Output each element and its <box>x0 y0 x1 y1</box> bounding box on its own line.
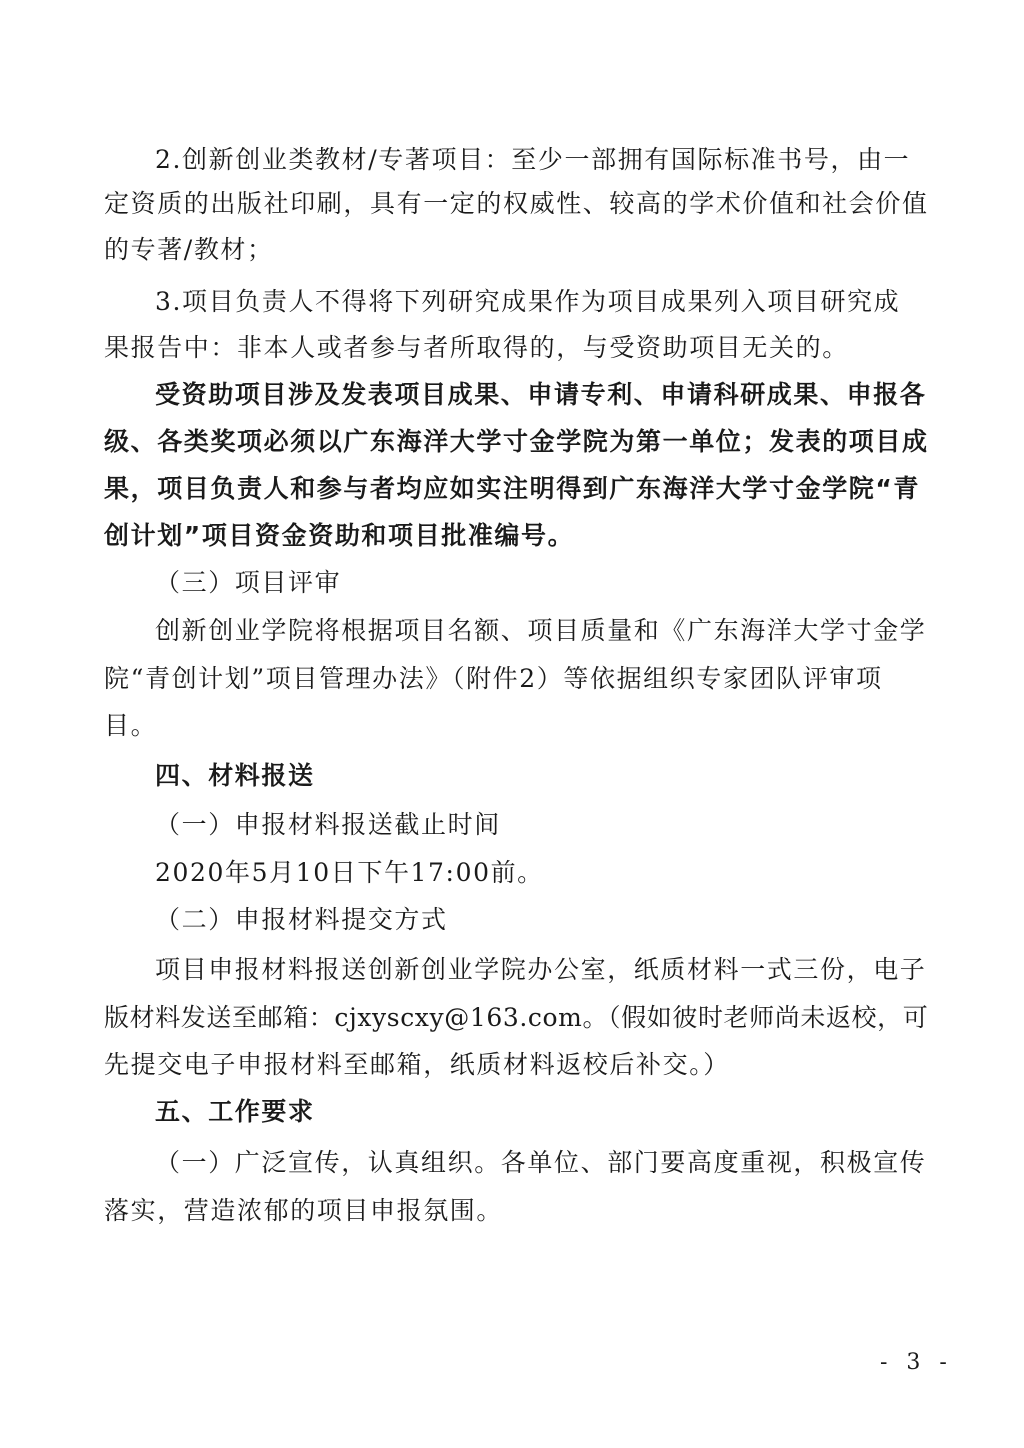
paragraph-line: 先提交电子申报材料至邮箱，纸质材料返校后补交。） <box>104 1050 730 1079</box>
paragraph-line: 的专著/教材； <box>104 235 274 264</box>
paragraph-line: 创新创业学院将根据项目名额、项目质量和《广东海洋大学寸金学 <box>155 616 927 645</box>
subsection-heading: （三）项目评审 <box>155 568 342 597</box>
section-heading: 五、工作要求 <box>155 1097 315 1126</box>
subsection-heading: （一）申报材料报送截止时间 <box>155 810 501 839</box>
bold-paragraph-line: 级、各类奖项必须以广东海洋大学寸金学院为第一单位；发表的项目成 <box>104 427 929 456</box>
paragraph-line: 3.项目负责人不得将下列研究成果作为项目成果列入项目研究成 <box>155 287 901 316</box>
bold-paragraph-line: 果，项目负责人和参与者均应如实注明得到广东海洋大学寸金学院“青 <box>104 474 921 503</box>
paragraph-line: 院“青创计划”项目管理办法》（附件2）等依据组织专家团队评审项 <box>104 664 883 693</box>
paragraph-line: 2020年5月10日下午17:00前。 <box>155 858 544 887</box>
paragraph-line: 2.创新创业类教材/专著项目：至少一部拥有国际标准书号，由一 <box>155 145 911 174</box>
paragraph-line: 版材料发送至邮箱：cjxyscxy@163.com。（假如彼时老师尚未返校，可 <box>104 1003 929 1032</box>
bold-paragraph-line: 创计划”项目资金资助和项目批准编号。 <box>104 521 575 550</box>
page-number: - 3 - <box>880 1350 953 1375</box>
paragraph-line: 果报告中：非本人或者参与者所取得的，与受资助项目无关的。 <box>104 333 849 362</box>
bold-paragraph-line: 受资助项目涉及发表项目成果、申请专利、申请科研成果、申报各 <box>155 380 927 409</box>
paragraph-line: （一）广泛宣传，认真组织。各单位、部门要高度重视，积极宣传 <box>155 1148 927 1177</box>
paragraph-line: 项目申报材料报送创新创业学院办公室，纸质材料一式三份，电子 <box>155 955 927 984</box>
paragraph-line: 目。 <box>104 711 158 740</box>
paragraph-line: 落实，营造浓郁的项目申报氛围。 <box>104 1196 504 1225</box>
subsection-heading: （二）申报材料提交方式 <box>155 905 448 934</box>
paragraph-line: 定资质的出版社印刷，具有一定的权威性、较高的学术价值和社会价值 <box>104 189 929 218</box>
section-heading: 四、材料报送 <box>155 761 315 790</box>
